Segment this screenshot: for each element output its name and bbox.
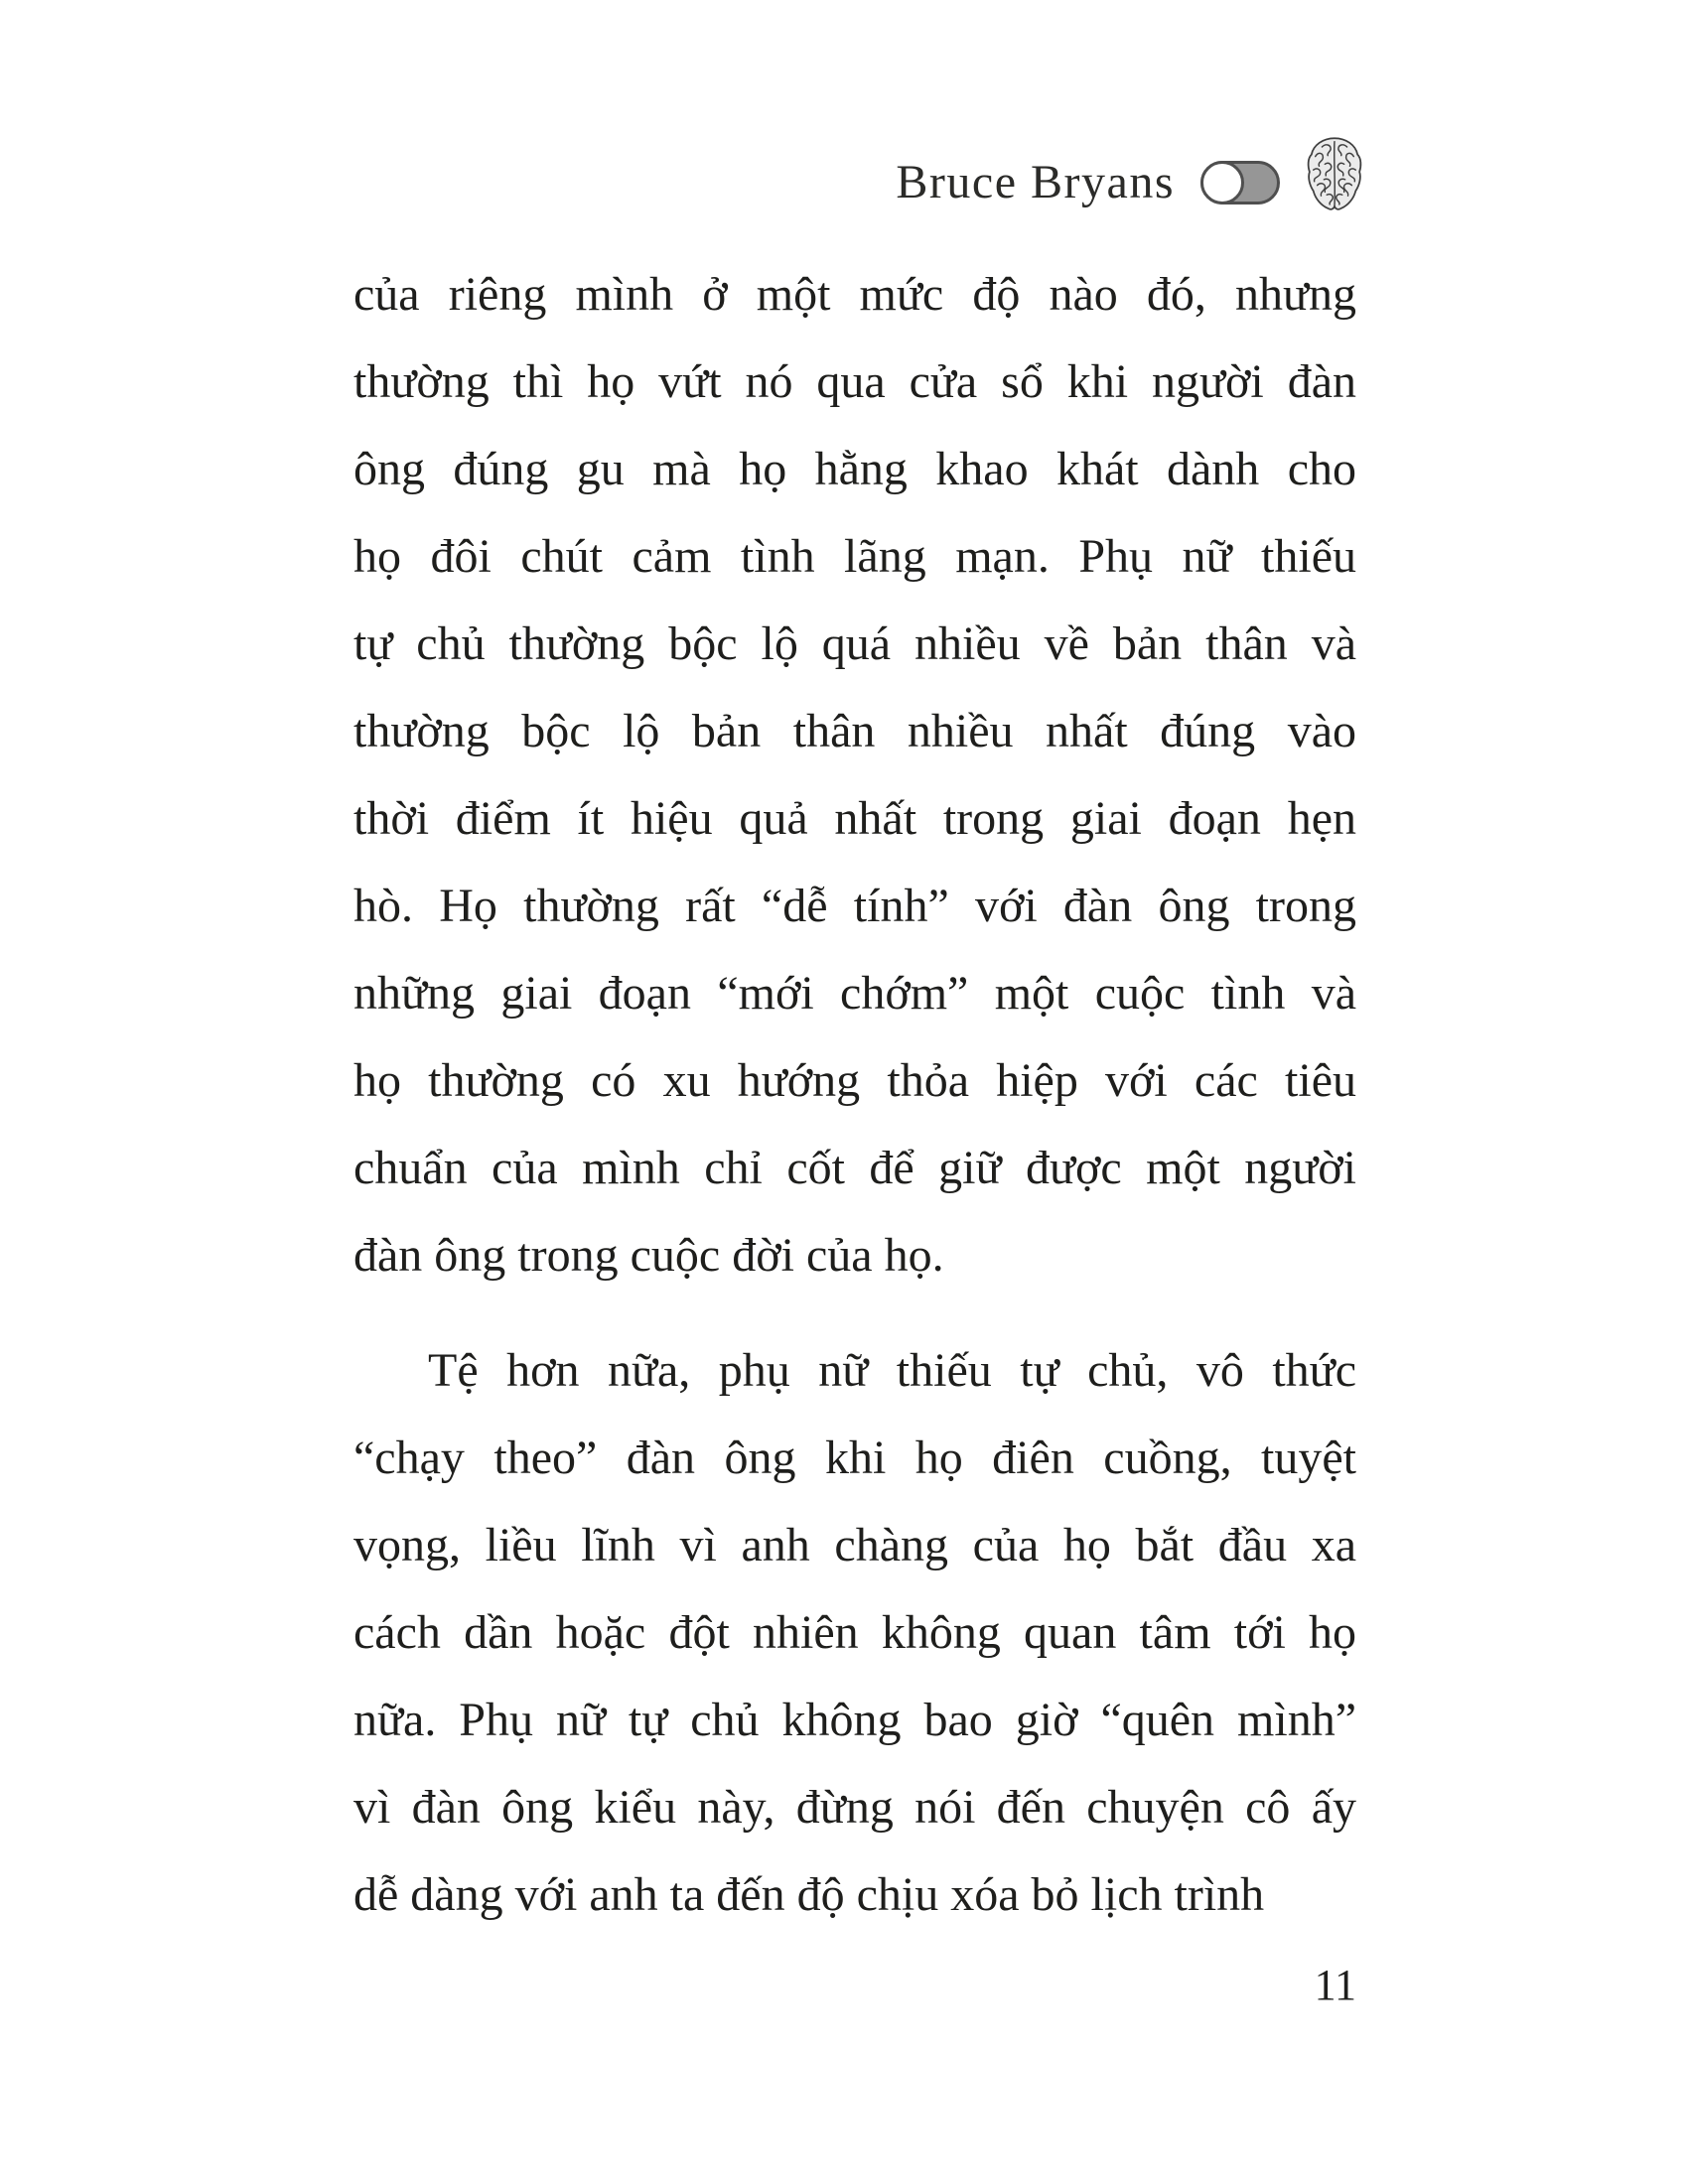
text-line: những giai đoạn “mới chớm” một cuộc tình và bbox=[353, 967, 1356, 1020]
page-header bbox=[896, 145, 1363, 220]
text-line: họ đôi chút cảm tình lãng mạn. Phụ nữ thiếu bbox=[353, 530, 1356, 583]
text-line: thời điểm ít hiệu quả nhất trong giai đoạn hẹn bbox=[353, 792, 1356, 845]
toggle-switch-icon bbox=[1200, 161, 1280, 205]
text-line: tự chủ thường bộc lộ quá nhiều về bản thân và bbox=[353, 617, 1356, 670]
paragraph-1 bbox=[353, 251, 1356, 1299]
text-line: hò. Họ thường rất “dễ tính” với đàn ông trong bbox=[353, 880, 1356, 932]
text-line: ông đúng gu mà họ hằng khao khát dành cho bbox=[353, 443, 1356, 495]
text-line: dễ dàng với anh ta đến độ chịu xóa bỏ lịch trình bbox=[353, 1868, 1265, 1921]
text-line: vọng, liều lĩnh vì anh chàng của họ bắt đầu xa bbox=[353, 1519, 1356, 1571]
text-line: thường bộc lộ bản thân nhiều nhất đúng vào bbox=[353, 705, 1356, 757]
text-line: họ thường có xu hướng thỏa hiệp với các tiêu bbox=[353, 1054, 1356, 1107]
text-line: chuẩn của mình chỉ cốt để giữ được một người bbox=[353, 1142, 1356, 1194]
text-line: đàn ông trong cuộc đời của họ. bbox=[353, 1229, 944, 1282]
paragraph-2 bbox=[353, 1327, 1356, 1939]
text-line: thường thì họ vứt nó qua cửa sổ khi người đàn bbox=[353, 355, 1356, 408]
body-text bbox=[353, 251, 1356, 1939]
text-line: vì đàn ông kiểu này, đừng nói đến chuyện cô ấy bbox=[353, 1781, 1356, 1834]
text-line: của riêng mình ở một mức độ nào đó, nhưng bbox=[353, 268, 1356, 321]
author-name: Bruce Bryans bbox=[896, 156, 1175, 208]
text-line: nữa. Phụ nữ tự chủ không bao giờ “quên mình” bbox=[353, 1694, 1356, 1746]
text-line: cách dần hoặc đột nhiên không quan tâm tới họ bbox=[353, 1606, 1356, 1659]
page-number: 11 bbox=[1314, 1961, 1356, 2009]
toggle-knob bbox=[1200, 161, 1244, 205]
text-line: Tệ hơn nữa, phụ nữ thiếu tự chủ, vô thức bbox=[428, 1344, 1356, 1397]
page-footer bbox=[353, 1954, 1356, 2017]
brain-icon bbox=[1306, 135, 1363, 217]
text-line: “chạy theo” đàn ông khi họ điên cuồng, tuyệt bbox=[353, 1432, 1356, 1484]
